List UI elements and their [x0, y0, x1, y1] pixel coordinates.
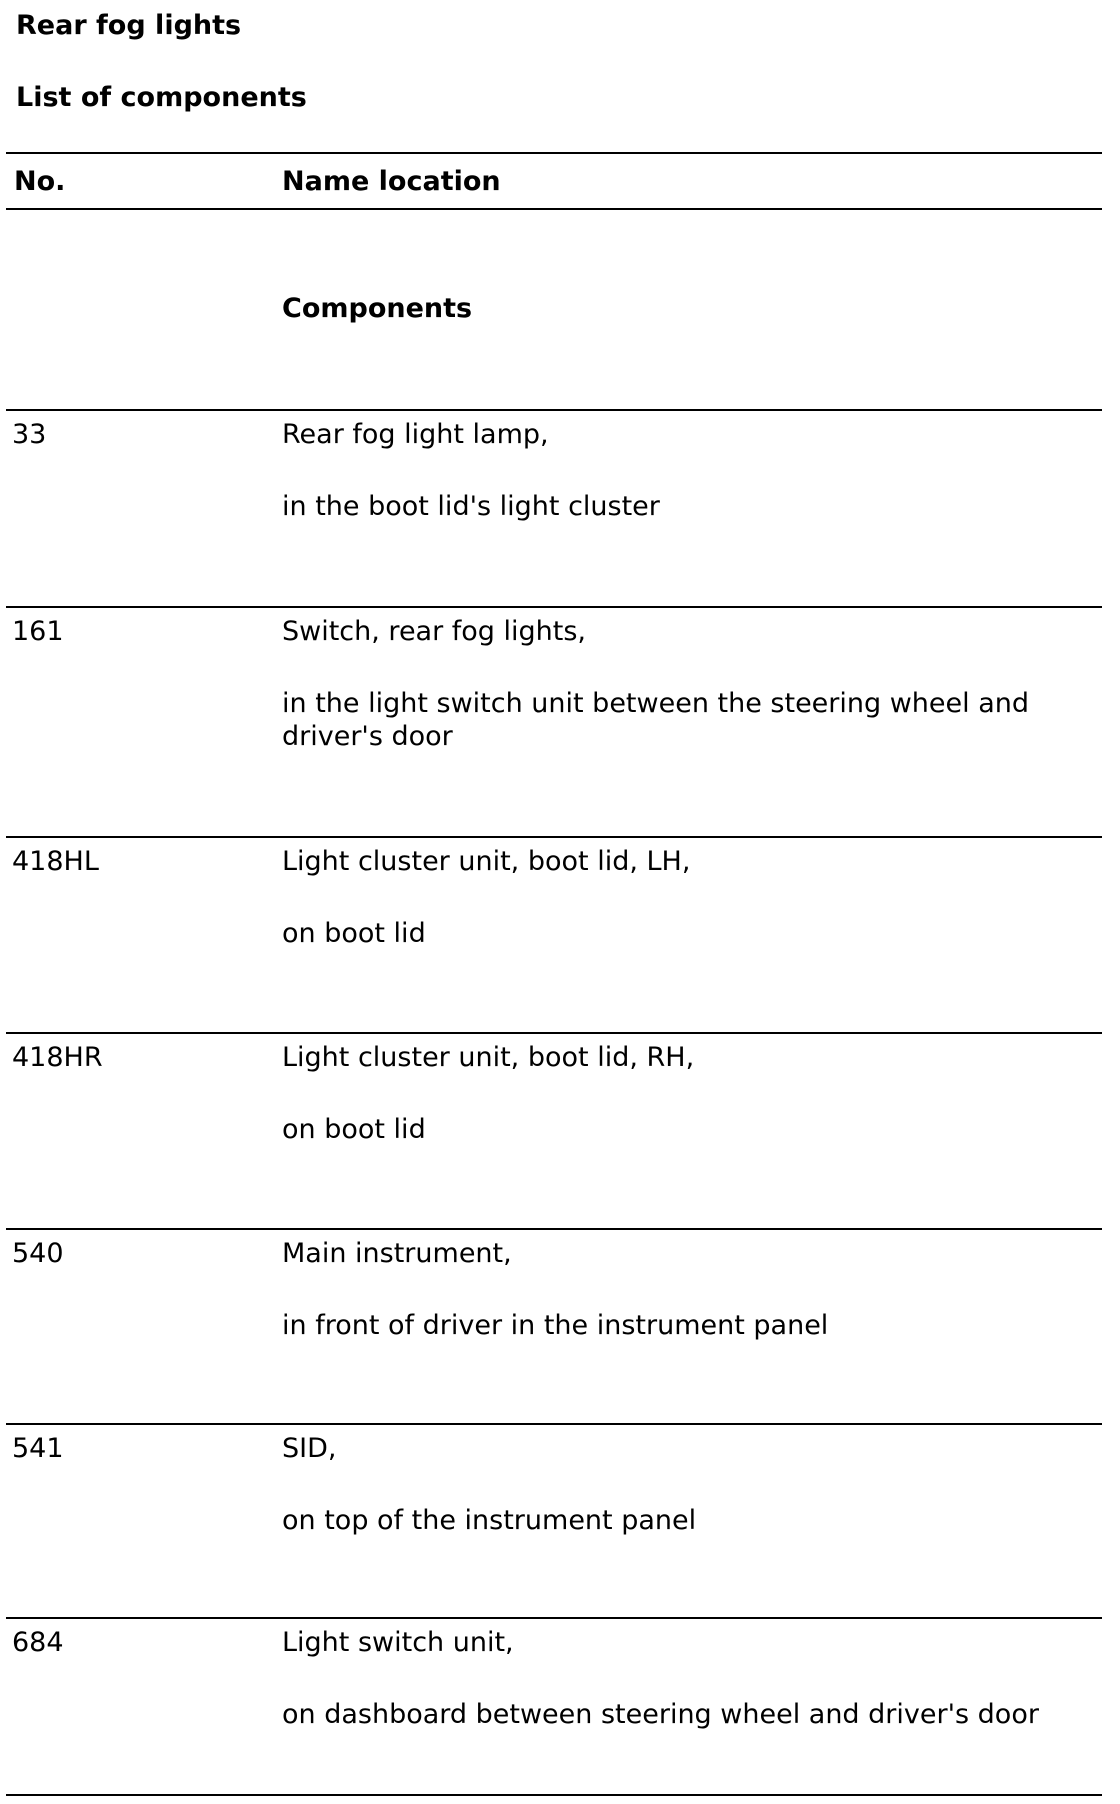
row-location: on top of the instrument panel [282, 1505, 697, 1536]
row-location: on boot lid [282, 1114, 426, 1145]
row-number: 418HR [12, 1042, 103, 1073]
table-row [0, 1032, 1120, 1192]
table-row [0, 1228, 1120, 1388]
table-row [0, 606, 1120, 766]
row-name: Light cluster unit, boot lid, LH, [282, 846, 691, 877]
header-no: No. [14, 166, 66, 197]
row-name: Light cluster unit, boot lid, RH, [282, 1042, 695, 1073]
table-row [0, 1423, 1120, 1583]
row-number: 33 [12, 419, 47, 450]
table-bottom-rule [6, 1794, 1102, 1796]
header-bottom-rule [6, 208, 1102, 210]
row-number: 418HL [12, 846, 99, 877]
table-row [0, 1617, 1120, 1777]
row-location: in the boot lid's light cluster [282, 491, 660, 522]
row-location: on dashboard between steering wheel and driver's door [282, 1699, 1039, 1730]
row-name: Main instrument, [282, 1238, 512, 1269]
section-label-components: Components [282, 293, 473, 324]
row-name: SID, [282, 1433, 337, 1464]
document-subtitle: List of components [16, 82, 307, 113]
row-number: 684 [12, 1627, 64, 1658]
row-number: 541 [12, 1433, 64, 1464]
row-number: 161 [12, 616, 64, 647]
header-name-location: Name location [282, 166, 501, 197]
table-top-rule [6, 152, 1102, 154]
row-name: Light switch unit, [282, 1627, 514, 1658]
document-title: Rear fog lights [16, 10, 242, 41]
row-location: on boot lid [282, 918, 426, 949]
row-name: Rear fog light lamp, [282, 419, 549, 450]
row-name: Switch, rear fog lights, [282, 616, 587, 647]
row-location: in the light switch unit between the steering wheel and driver's door [282, 688, 1030, 752]
row-number: 540 [12, 1238, 64, 1269]
table-row [0, 409, 1120, 569]
table-row [0, 836, 1120, 996]
row-location: in front of driver in the instrument panel [282, 1310, 829, 1341]
